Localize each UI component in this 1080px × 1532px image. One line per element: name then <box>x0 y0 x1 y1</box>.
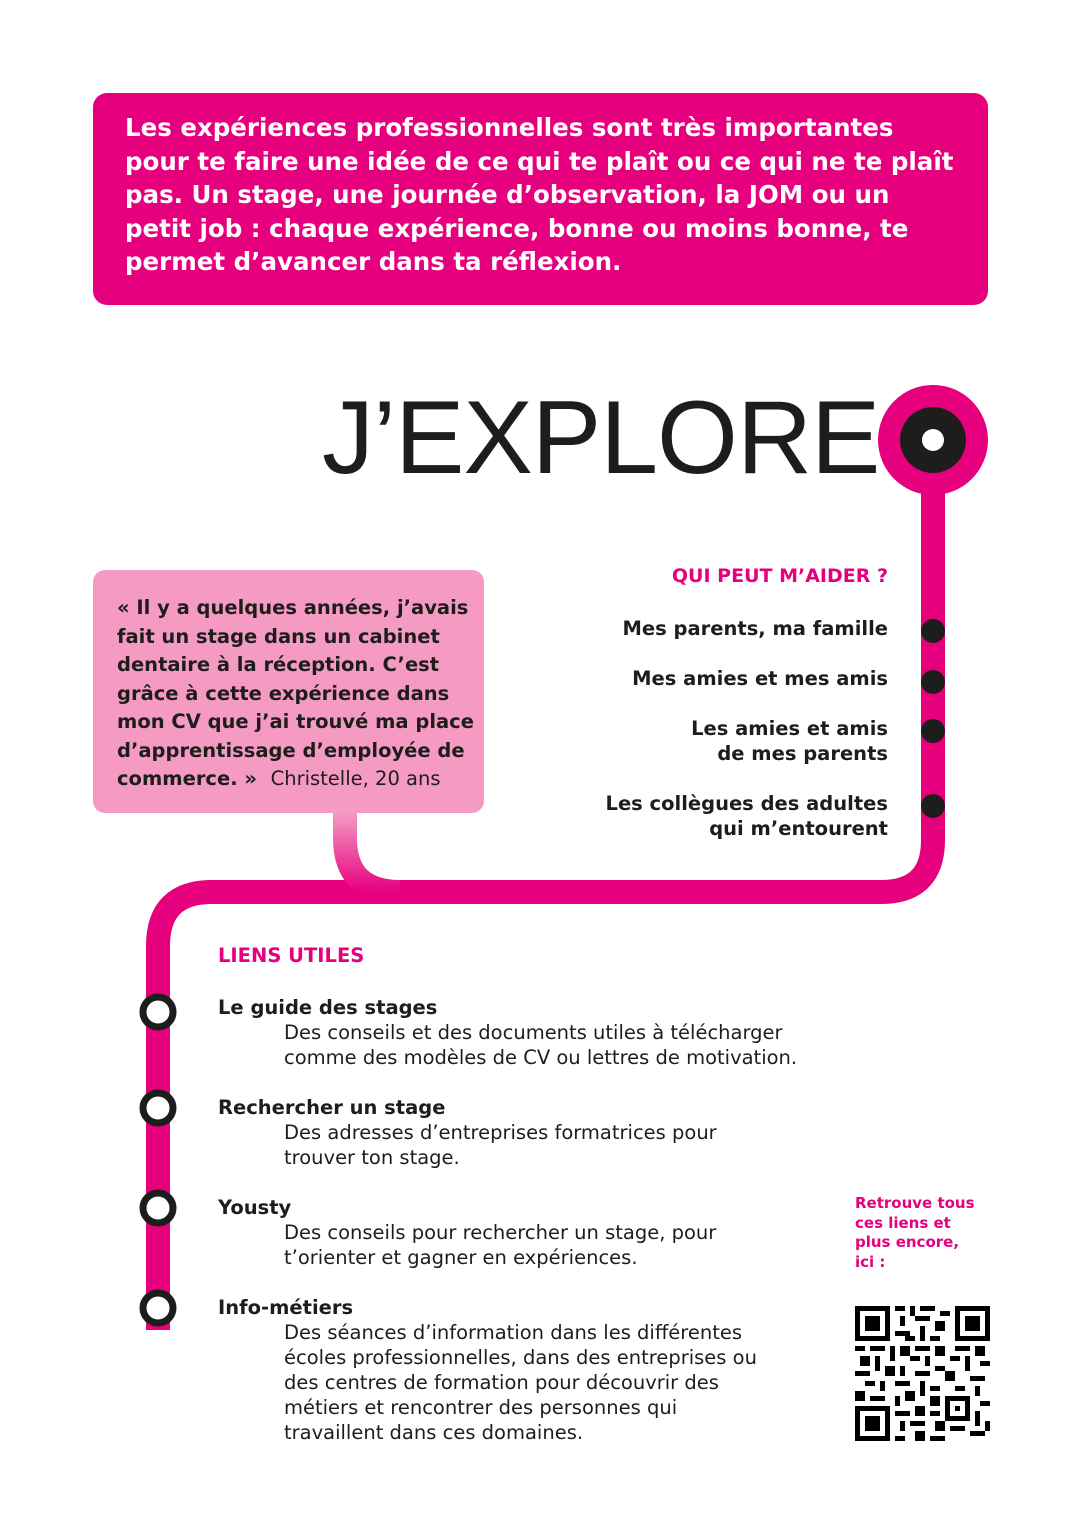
helper-stop <box>921 794 945 818</box>
links-title: LIENS UTILES <box>218 944 365 967</box>
link-desc: Des adresses d’entreprises formatrices pour trouver ton stage. <box>284 1121 717 1169</box>
link-stop <box>143 997 173 1027</box>
link-stop <box>143 1193 173 1223</box>
link-item <box>218 1195 838 1270</box>
link-name[interactable]: Rechercher un stage <box>218 1096 446 1119</box>
link-stop <box>143 1093 173 1123</box>
helper-stop <box>921 670 945 694</box>
quote-text: « Il y a quelques années, j’avais fait un stage dans un cabinet dentaire à la réception. C’est grâce à cette expérience dans mon CV que j’ai trouvé ma place d’apprentissage d’employée de commerce. » <box>117 596 474 790</box>
link-name[interactable]: Yousty <box>218 1196 292 1219</box>
helper-item: Les collègues des adultes qui m’entourent <box>605 792 888 840</box>
quote <box>117 594 474 794</box>
link-stop <box>143 1293 173 1323</box>
quote-box <box>93 570 484 813</box>
link-name[interactable]: Le guide des stages <box>218 996 438 1019</box>
intro-text: Les expériences professionnelles sont très importantes pour te faire une idée de ce qui te plaît ou ce qui ne te plaît pas. Un stage, une journée d’observation, la JOM ou un petit job : chaque expérience, bonne ou moins bonne, te permet d’avancer dans ta réflexion. <box>125 113 954 276</box>
quote-branch <box>345 813 400 892</box>
link-item <box>218 1295 838 1445</box>
page-title: J’EXPLORE <box>322 380 880 496</box>
helper-stop <box>921 619 945 643</box>
qr-code-icon[interactable] <box>855 1306 990 1441</box>
quote-author: Christelle, 20 ans <box>270 767 441 790</box>
helper-item: Mes amies et mes amis <box>632 667 888 690</box>
link-desc: Des séances d’information dans les différentes écoles professionnelles, dans des entreprises ou des centres de formation pour découvrir des métiers et rencontrer des personnes qui travaillent dans ces domaines. <box>284 1321 757 1444</box>
link-item <box>218 1095 838 1170</box>
link-desc: Des conseils pour rechercher un stage, pour t’orienter et gagner en expériences. <box>284 1221 717 1269</box>
helpers-title: QUI PEUT M’AIDER ? <box>671 565 888 587</box>
helper-stop <box>921 719 945 743</box>
helper-item: Mes parents, ma famille <box>622 617 888 640</box>
terminal-center <box>922 429 944 451</box>
helper-item: Les amies et amis de mes parents <box>691 717 888 765</box>
link-item <box>218 995 838 1070</box>
link-desc: Des conseils et des documents utiles à télécharger comme des modèles de CV ou lettres de motivation. <box>284 1021 798 1069</box>
link-name[interactable]: Info-métiers <box>218 1296 354 1319</box>
qr-caption: Retrouve tous ces liens et plus encore, ici : <box>855 1194 975 1271</box>
